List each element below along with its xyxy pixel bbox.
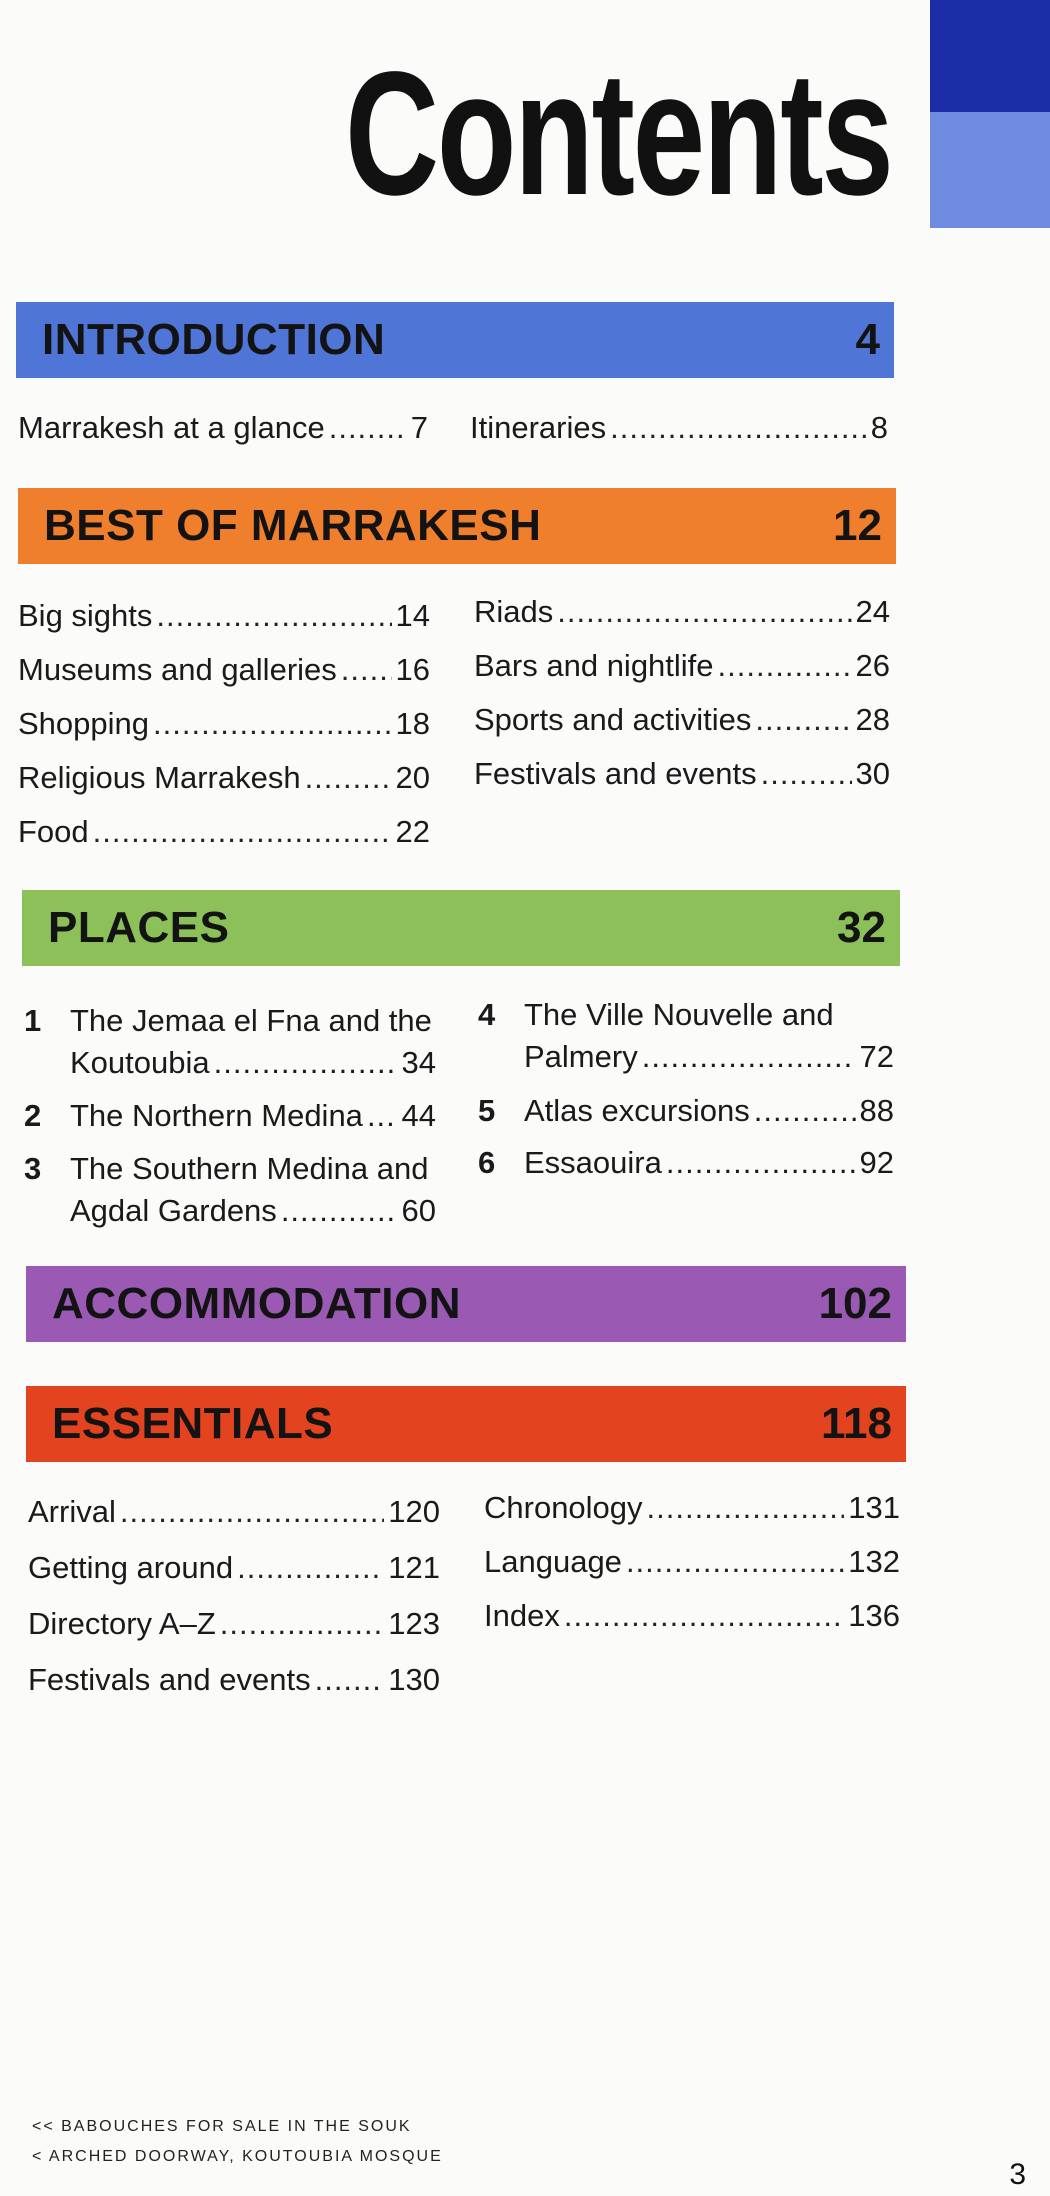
toc-entry[interactable]: Big sights ..... 14: [18, 600, 430, 654]
places-entry-6[interactable]: [478, 1142, 894, 1186]
entry-title-line1: Essaouira: [524, 1145, 662, 1180]
toc-entry[interactable]: Bars and nightlife ..... 26: [474, 650, 890, 704]
places-entry-1[interactable]: [24, 1000, 436, 1088]
entry-page: 92: [859, 1145, 894, 1180]
entry-title-line2: Koutoubia: [70, 1045, 210, 1080]
section-title: PLACES: [48, 903, 230, 952]
entry-number: 3: [24, 1151, 42, 1186]
entry-title-line1: The Northern Medina: [70, 1098, 363, 1133]
section-page-number: 118: [821, 1399, 892, 1448]
page-title: Contents: [345, 36, 892, 232]
toc-entry[interactable]: Festivals and events ..... 30: [474, 758, 890, 812]
entry-page: 88: [859, 1093, 894, 1128]
toc-column-essentials-left: [28, 1496, 440, 1720]
toc-column-essentials-right: [484, 1492, 900, 1654]
places-entry-3[interactable]: [24, 1148, 436, 1236]
entry-title-line2: Agdal Gardens: [70, 1193, 277, 1228]
section-band-accommodation[interactable]: [26, 1266, 906, 1342]
places-entry-4[interactable]: [478, 994, 894, 1082]
toc-entry[interactable]: Riads ..... 24: [474, 596, 890, 650]
toc-column-best-of-left: [18, 600, 430, 870]
photo-caption-1: << BABOUCHES FOR SALE IN THE SOUK: [32, 2118, 412, 2135]
entry-number: 4: [478, 997, 496, 1032]
toc-entry[interactable]: Language ..... 132: [484, 1546, 900, 1600]
entry-page: 34: [401, 1045, 436, 1080]
section-band-best-of-marrakesh[interactable]: [18, 488, 896, 564]
section-band-introduction[interactable]: [16, 302, 894, 378]
entry-page: 44: [401, 1098, 436, 1133]
entry-number: 5: [478, 1093, 496, 1128]
section-title: ACCOMMODATION: [52, 1279, 461, 1328]
entry-page: 72: [859, 1039, 894, 1074]
entry-title-line2: Palmery: [524, 1039, 638, 1074]
entry-title-line1: The Southern Medina and: [70, 1151, 429, 1186]
entry-title-line1: Atlas excursions: [524, 1093, 750, 1128]
toc-entry[interactable]: Food ..... 22: [18, 816, 430, 870]
entry-title-line1: The Ville Nouvelle and: [524, 997, 834, 1032]
photo-caption-2: < ARCHED DOORWAY, KOUTOUBIA MOSQUE: [32, 2148, 443, 2165]
corner-tab-dark: [930, 0, 1050, 112]
toc-entry[interactable]: Shopping ..... 18: [18, 708, 430, 762]
places-entry-2[interactable]: [24, 1095, 436, 1139]
toc-column-introduction-left: [18, 412, 428, 443]
entry-page: 60: [401, 1193, 436, 1228]
toc-entry[interactable]: Sports and activities ..... 28: [474, 704, 890, 758]
toc-entry[interactable]: Chronology ..... 131: [484, 1492, 900, 1546]
section-title: ESSENTIALS: [52, 1399, 334, 1448]
entry-number: 1: [24, 1003, 42, 1038]
toc-entry[interactable]: Index ..... 136: [484, 1600, 900, 1654]
toc-entry[interactable]: Marrakesh at a glance ..... 7: [18, 412, 428, 443]
corner-tab-light: [930, 112, 1050, 228]
entry-number: 6: [478, 1145, 496, 1180]
toc-column-introduction-right: [470, 412, 888, 443]
section-band-places[interactable]: [22, 890, 900, 966]
section-page-number: 102: [818, 1279, 892, 1328]
section-band-essentials[interactable]: [26, 1386, 906, 1462]
page-number: 3: [1009, 2158, 1026, 2191]
toc-entry[interactable]: Getting around ..... 121: [28, 1552, 440, 1608]
section-page-number: 4: [855, 315, 880, 364]
toc-entry[interactable]: Itineraries ..... 8: [470, 412, 888, 443]
section-title: BEST OF MARRAKESH: [44, 501, 542, 550]
section-page-number: 32: [837, 903, 886, 952]
toc-entry[interactable]: Arrival ..... 120: [28, 1496, 440, 1552]
toc-entry[interactable]: Museums and galleries ..... 16: [18, 654, 430, 708]
toc-entry[interactable]: Directory A–Z ..... 123: [28, 1608, 440, 1664]
toc-entry[interactable]: Religious Marrakesh ..... 20: [18, 762, 430, 816]
section-page-number: 12: [833, 501, 882, 550]
places-entry-5[interactable]: [478, 1090, 894, 1134]
entry-title-line1: The Jemaa el Fna and the: [70, 1003, 432, 1038]
toc-entry[interactable]: Festivals and events ..... 130: [28, 1664, 440, 1720]
entry-number: 2: [24, 1098, 42, 1133]
section-title: INTRODUCTION: [42, 315, 386, 364]
toc-column-best-of-right: [474, 596, 890, 812]
